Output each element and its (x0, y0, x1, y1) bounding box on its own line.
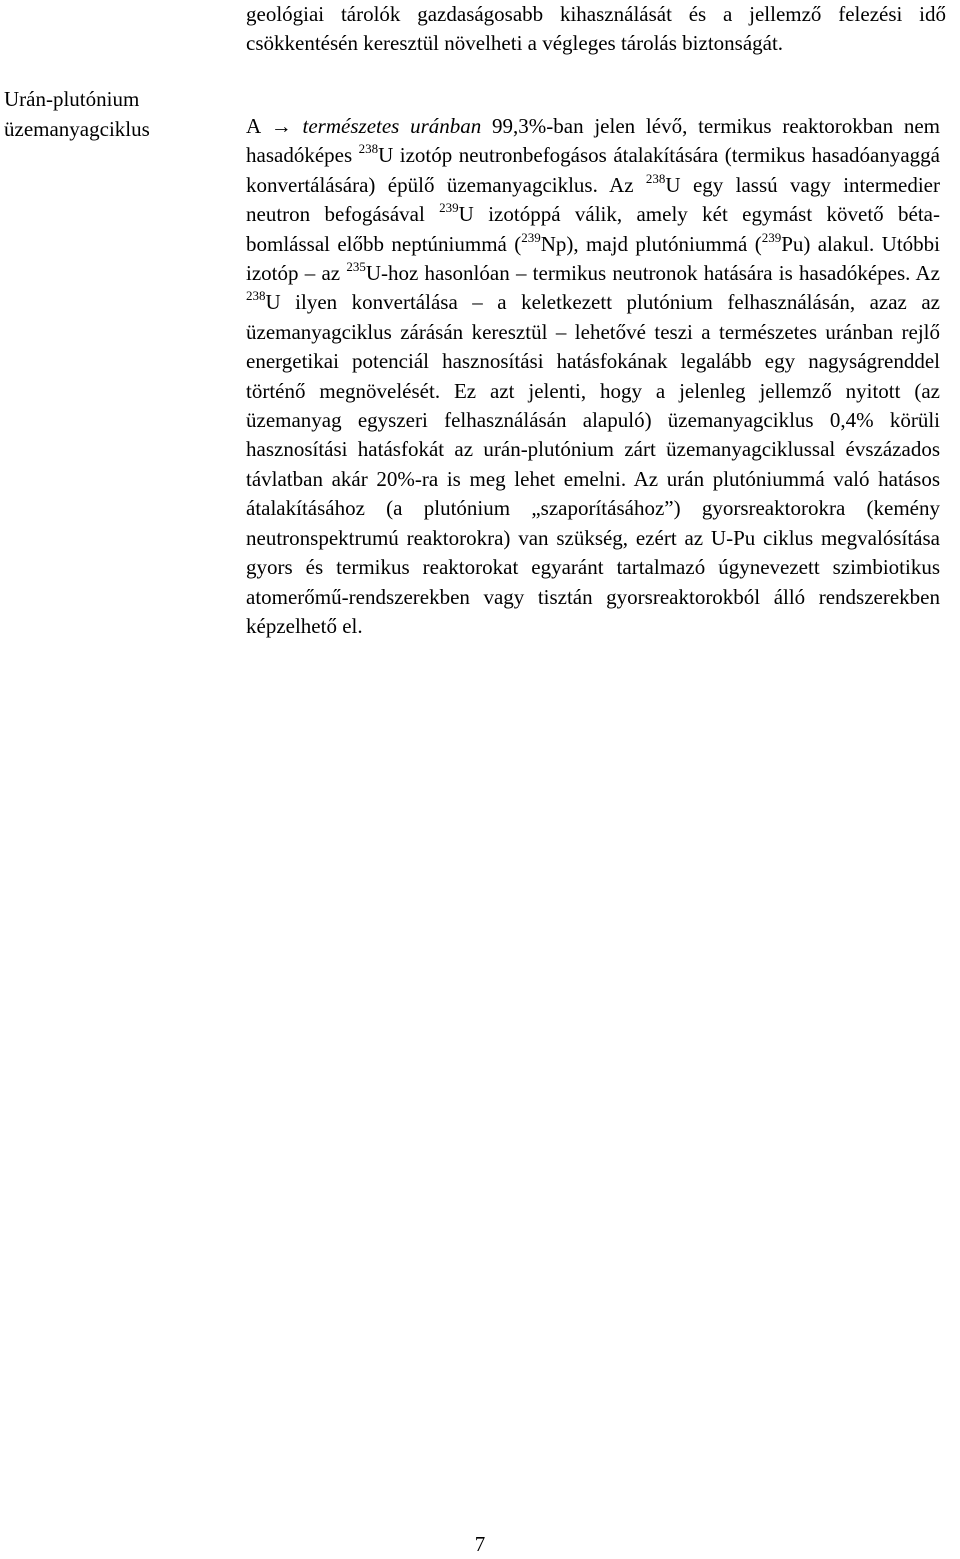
continuation-paragraph: geológiai tárolók gazdaságosabb kihasználását és a jellemző felezési idő csökkentésén keresztül növelheti a végleges tárolás biztonságát. (246, 2, 946, 56)
glossary-term-line: Urán-plutónium (4, 87, 140, 111)
cross-reference-term: természetes uránban (302, 114, 482, 138)
definition-text: U-hoz hasonlóan – termikus neutronok hatására is hasadóképes. Az (365, 261, 940, 286)
definition-text: Pu) alakul. Utóbbi izotóp – az (246, 231, 940, 286)
glossary-term-line: üzemanyagciklus (4, 117, 150, 141)
definition-text: U ilyen konvertálása – a keletkezett plutónium felhasználásán, azaz az üzemanyagciklus zárásán keresztül – lehetővé teszi a természetes uránban rejlő energetikai potenciál hasznosítási hatásfokának legalább egy nagyságrenddel történő megnövelését. Ez azt jelenti, hogy a jelenleg jellemző nyitott (az üzemanyag egyszeri felhasználásán alapuló) üzemanyagciklus 0,4% körüli hasznosítási hatásfokát az urán-plutónium zárt üzemanyagciklussal évszázados távlatban akár 20%-ra is meg lehet emelni. Az urán plutóniummá való hatásos átalakításához (a plutónium „szaporításához”) gyorsreaktorokra (kemény neutronspektrumú reaktorokra) van szükség, ezért az U-Pu ciklus megvalósítása gyors és termikus reaktorokat egyaránt tartalmazó úgynevezett szimbiotikus atomerőmű-rendszerekben vagy tisztán gyorsreaktorokból álló rendszerekben képzelhető el. (246, 290, 940, 638)
isotope-mass-number: 238 (645, 170, 666, 186)
definition-text: U izotóp neutronbefogásos átalakítására (termikus hasadóanyaggá konvertálására) épülő üzemanyagciklus. Az (246, 143, 940, 197)
cross-reference-arrow-icon: → (270, 114, 292, 138)
definition-text: A (246, 114, 271, 138)
isotope-mass-number: 239 (761, 229, 782, 245)
definition-text (292, 114, 303, 138)
isotope-mass-number: 239 (521, 229, 541, 245)
isotope-mass-number: 239 (439, 200, 459, 216)
definition-text: Np), majd plutóniummá ( (540, 231, 762, 256)
definition-text: 99,3%-ban jelen lévő, termikus reaktorokban nem hasadóképes (246, 114, 941, 168)
isotope-mass-number: 238 (246, 288, 266, 304)
isotope-mass-number: 235 (346, 259, 366, 275)
glossary-term (4, 84, 234, 144)
isotope-mass-number: 238 (358, 141, 379, 157)
page-number: 7 (474, 1532, 486, 1556)
definition-text: U egy lassú vagy intermedier neutron befogásával (246, 172, 940, 227)
definition-text: U izotóppá válik, amely két egymást követő béta-bomlással előbb neptúniummá ( (246, 202, 941, 256)
glossary-definition (246, 112, 940, 641)
